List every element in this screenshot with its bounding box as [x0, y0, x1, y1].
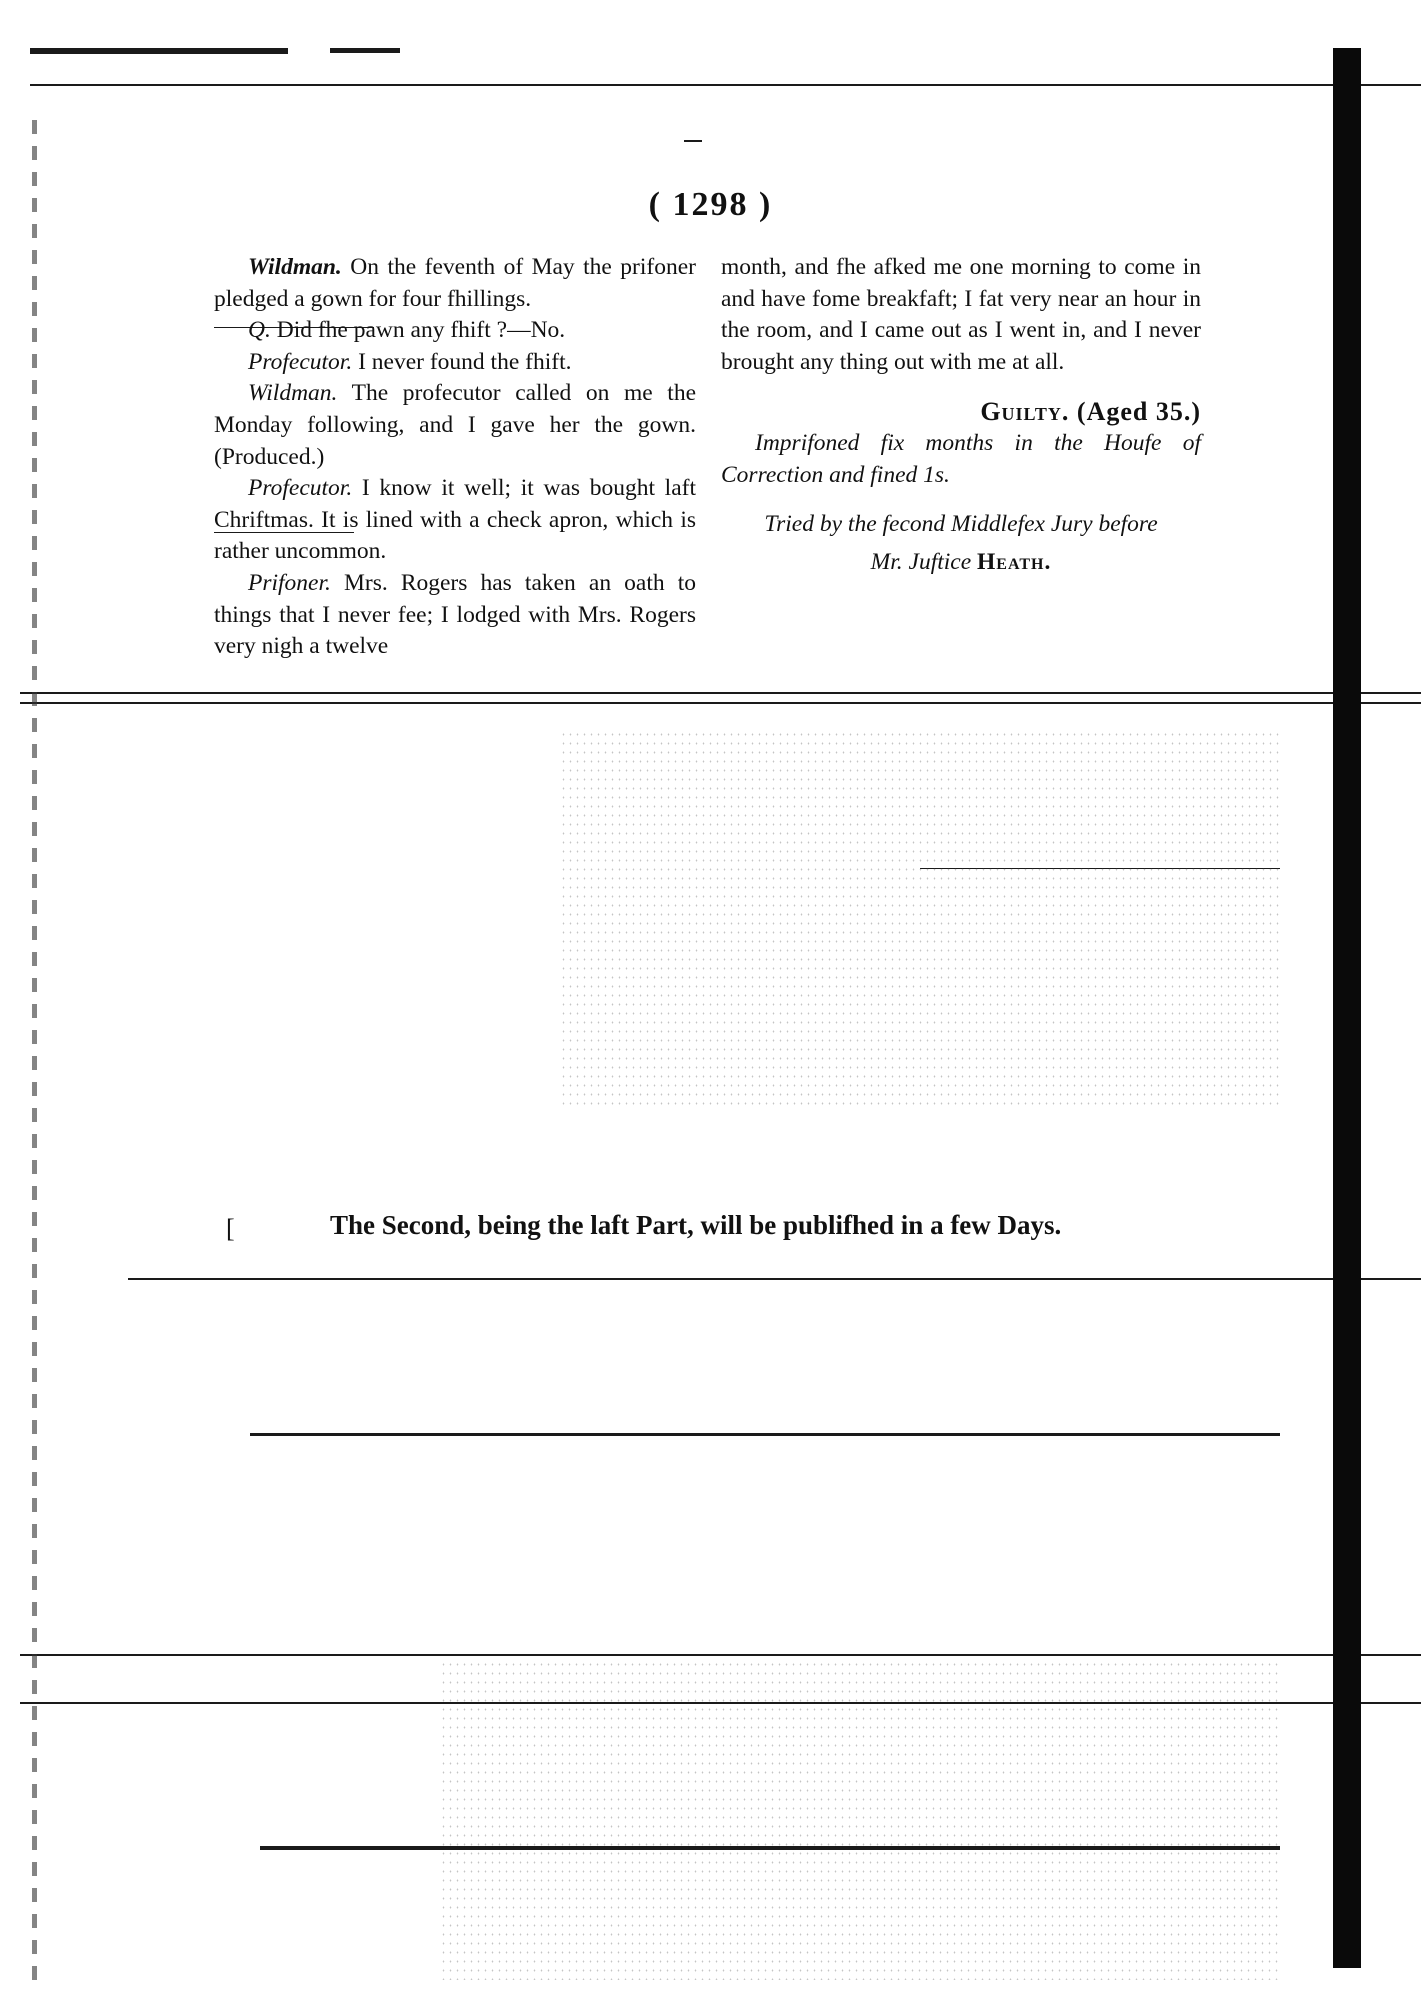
testimony-text: The profecutor called on me the Monday following, and I gave her the gown. (Produced.) [214, 380, 696, 470]
prisoner-age: (Aged 35.) [1076, 397, 1201, 427]
speaker-label: Wildman. [248, 380, 338, 407]
judge-name: Heath. [977, 548, 1052, 575]
scan-noise [560, 730, 1280, 1110]
speaker-label: Prifoner. [248, 569, 331, 596]
testimony-text: Mrs. Rogers has taken an oath to things that I never fee; I lodged with Mrs. Rogers very nigh a twelve [214, 569, 697, 660]
page-number: ( 1298 ) [648, 186, 773, 223]
speaker-label: Wildman. [248, 254, 342, 280]
section-rule [20, 692, 1421, 694]
section-rule [20, 702, 1421, 704]
speaker-label: Profecutor. [248, 348, 353, 375]
testimony-paragraph [214, 378, 696, 473]
speaker-label: Q. [248, 317, 271, 344]
speaker-label: Profecutor. [248, 475, 353, 502]
scan-edge-bar [1333, 48, 1361, 1968]
scan-rule [20, 1654, 1421, 1656]
scan-rule [250, 1433, 1280, 1436]
testimony-paragraph [214, 252, 696, 315]
scan-left-edge [32, 120, 37, 1980]
testimony-paragraph [214, 568, 696, 663]
testimony-continuation: month, and fhe afked me one morning to come in and have fome breakfaft; I fat very near an hour in the room, and I came out as I went in, and I never brought any thing out with me at all. [721, 254, 1201, 375]
verdict: Guilty. [980, 397, 1070, 427]
scan-noise [440, 1660, 1280, 1980]
testimony-text: I never found the fhift. [358, 348, 572, 375]
notice-bracket: [ [226, 1214, 235, 1243]
testimony-paragraph [214, 315, 696, 347]
top-border-rule [30, 84, 1421, 86]
testimony-text: Did fhe pawn any fhift ?—No. [276, 317, 566, 344]
testimony-paragraph [214, 473, 696, 568]
right-column [721, 252, 1201, 578]
judge-line [721, 547, 1201, 579]
verdict-line [721, 396, 1201, 428]
judge-title: Mr. Juftice [870, 548, 972, 575]
publication-notice: The Second, being the laft Part, will be publifhed in a few Days. [330, 1210, 1062, 1240]
sentence: Imprifoned fix months in the Houfe of Correction and fined 1s. [721, 429, 1201, 488]
left-column [214, 252, 696, 663]
top-heavy-stroke [330, 48, 400, 53]
scan-rule [128, 1278, 1421, 1280]
top-heavy-stroke [30, 48, 288, 54]
header-dash [684, 140, 702, 142]
testimony-text: I know it well; it was bought laft Chriftmas. It is lined with a check apron, which is rather uncommon. [214, 475, 696, 565]
testimony-paragraph [214, 347, 696, 379]
tried-by: Tried by the fecond Middlefex Jury before [764, 511, 1158, 538]
testimony-text: On the feventh of May the prifoner pledged a gown for four fhillings. [214, 254, 696, 312]
